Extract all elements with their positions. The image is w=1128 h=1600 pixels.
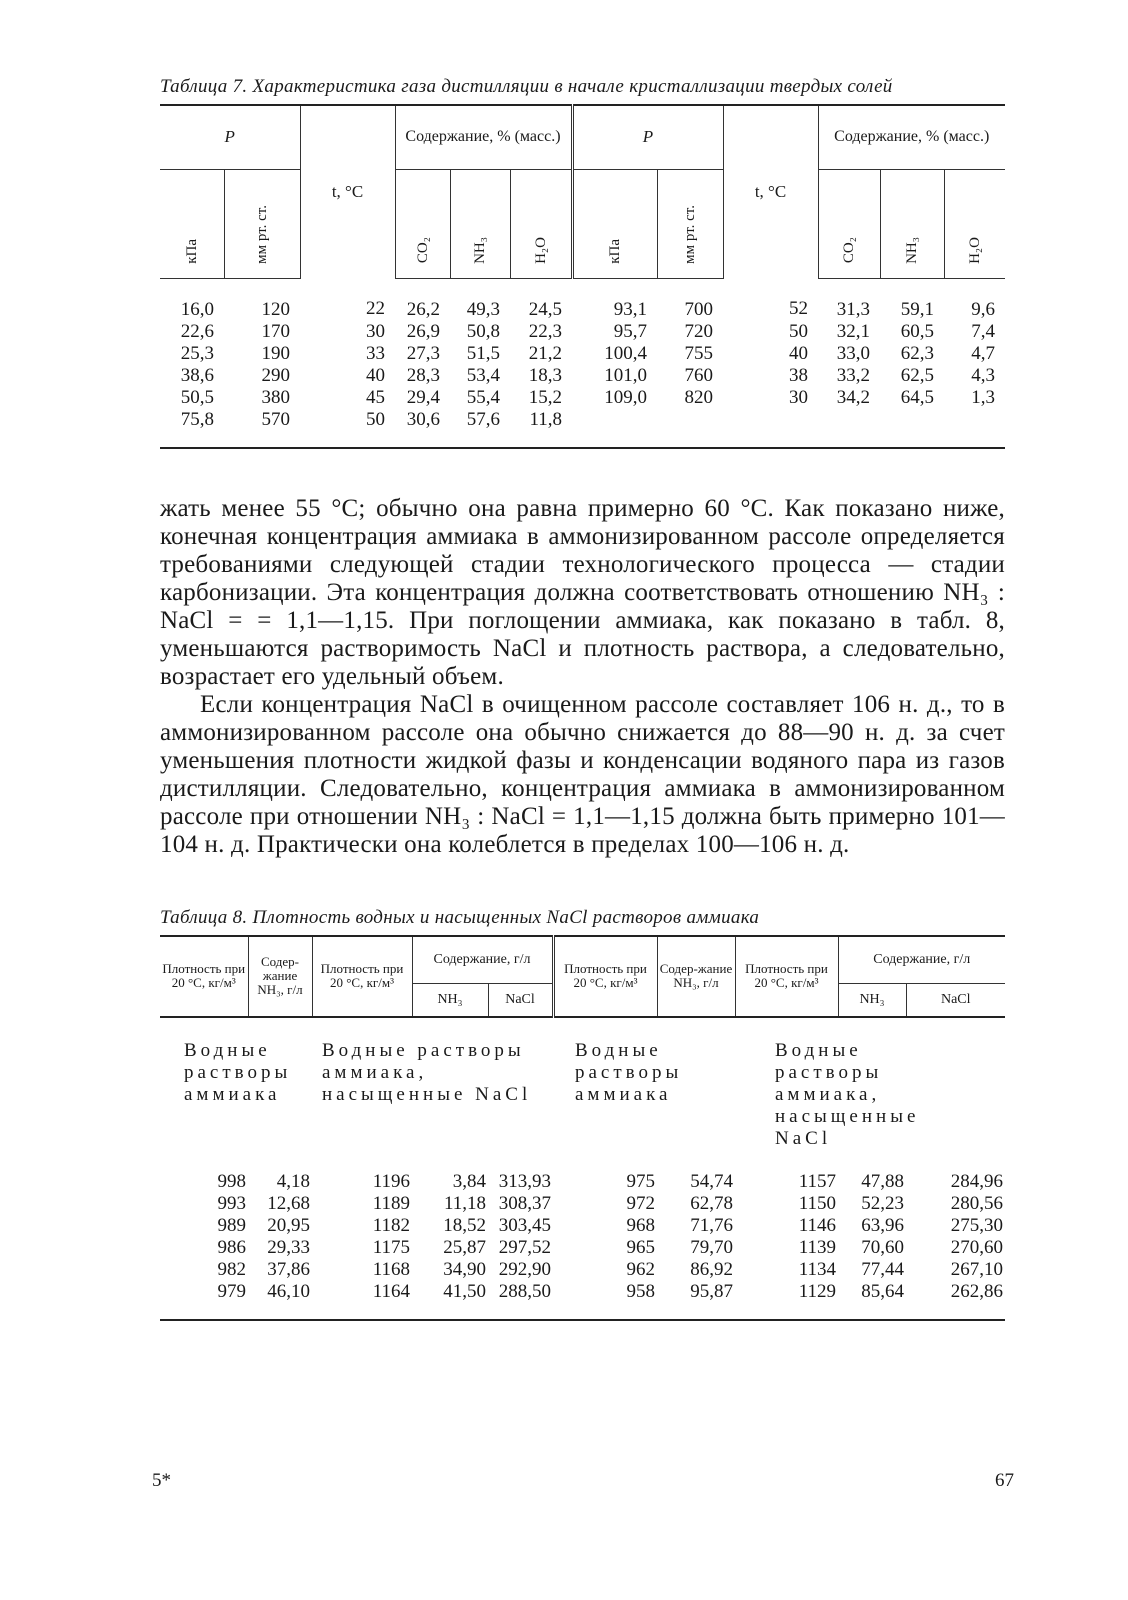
t8-cell: 288,50 <box>488 1281 553 1320</box>
t8-section-row <box>160 1017 1005 1151</box>
t8-cell: 62,78 <box>690 1192 733 1214</box>
t7-cell: 49,3 <box>466 298 500 320</box>
t8-cell: 975 <box>626 1170 655 1192</box>
t8-cell: 313,93 <box>498 1170 551 1192</box>
t7-cell: 50 <box>789 320 808 342</box>
t7-header-kpa-right: кПа <box>572 169 657 278</box>
t8-header-nh3-content-1: Содер-жание NH₃, г/л <box>248 936 312 1017</box>
t7-cell: 29,4 <box>406 386 440 408</box>
t7-cell: 62,5 <box>900 364 934 386</box>
t7-cell: 700 <box>684 298 713 320</box>
t7-cell: 30 <box>789 386 808 408</box>
t8-cell: 71,76 <box>690 1214 733 1236</box>
t8-cell: 979 <box>160 1281 248 1320</box>
t7-cell: 33,0 <box>836 342 870 364</box>
t8-cell: 12,68 <box>267 1192 310 1214</box>
t8-header-nacl-left: NaCl <box>488 983 553 1017</box>
t8-cell: 1196 <box>372 1170 410 1192</box>
table8-caption: Таблица 8. Плотность водных и насыщенных NaCl растворов аммиака <box>160 906 760 928</box>
t7-cell: 50 <box>300 409 395 448</box>
t7-cell: 190 <box>261 342 290 364</box>
table7 <box>160 104 1005 449</box>
t8-cell: 292,90 <box>498 1258 551 1280</box>
t8-section-label-4: Водные растворы аммиака, насыщенные NaCl <box>775 1039 920 1149</box>
t8-cell: 52,23 <box>861 1192 904 1214</box>
t7-header-co2-left: CO₂ <box>395 169 450 278</box>
t7-cell: 290 <box>261 364 290 386</box>
t8-cell: 1189 <box>372 1192 410 1214</box>
t7-cell: 55,4 <box>466 386 500 408</box>
t7-cell <box>880 409 944 448</box>
t8-cell: 275,30 <box>950 1214 1003 1236</box>
paragraph-2: Если концентрация NaCl в очищенном рассоле составляет 106 н. д., то в аммонизированном рассоле она обычно снижается до 88—90 н. д. за счет уменьшения плотности жидкой фазы и конденсации водяного пара из газов дистилляции. Следовательно, концентрация аммиака в аммонизированном рассоле при отношении NH₃ : NaCl = 1,1—1,15 должна быть примерно 101—104 н. д. Практически она колеблется в пределах 100—106 н. д. <box>160 690 1005 858</box>
t7-cell: 50,8 <box>466 320 500 342</box>
t7-row <box>160 387 1005 409</box>
t8-cell: 270,60 <box>950 1236 1003 1258</box>
t7-cell: 51,5 <box>466 342 500 364</box>
t7-cell: 120 <box>261 298 290 320</box>
t8-cell: 41,50 <box>412 1281 488 1320</box>
t8-row <box>160 1281 1005 1320</box>
t8-cell: 262,86 <box>906 1281 1005 1320</box>
t8-header-density-4: Плотность при 20 °С, кг/м³ <box>735 936 838 1017</box>
t8-header-nh3-right: NH₃ <box>838 983 906 1017</box>
t7-cell: 40 <box>789 342 808 364</box>
t7-row <box>160 321 1005 343</box>
table8-body <box>160 1151 1005 1320</box>
t7-cell: 93,1 <box>613 298 647 320</box>
t7-cell: 25,3 <box>180 342 214 364</box>
t7-cell: 9,6 <box>971 298 995 320</box>
t8-section-label-1: Водные растворы аммиака <box>184 1039 292 1105</box>
t7-header-co2-right: CO₂ <box>818 169 880 278</box>
t7-cell: 24,5 <box>528 298 562 320</box>
t8-section-label-3: Водные растворы аммиака <box>575 1039 683 1105</box>
t7-cell: 95,7 <box>613 320 647 342</box>
t7-cell: 16,0 <box>180 298 214 320</box>
t7-cell: 720 <box>684 320 713 342</box>
t7-row <box>160 343 1005 365</box>
t8-cell: 998 <box>217 1170 246 1192</box>
t8-cell: 1150 <box>798 1192 836 1214</box>
t8-cell: 63,96 <box>861 1214 904 1236</box>
t7-cell: 820 <box>684 386 713 408</box>
t7-cell: 60,5 <box>900 320 934 342</box>
t8-cell: 3,84 <box>452 1170 486 1192</box>
t7-cell: 22,3 <box>528 320 562 342</box>
t7-cell: 27,3 <box>406 342 440 364</box>
t7-header-content-right: Содержание, % (масс.) <box>818 105 1005 169</box>
t8-section-label-2: Водные растворы аммиака, насыщенные NaCl <box>322 1039 532 1105</box>
t8-cell: 284,96 <box>950 1170 1003 1192</box>
t7-cell: 21,2 <box>528 342 562 364</box>
t7-cell: 4,7 <box>971 342 995 364</box>
page-number: 67 <box>995 1470 1014 1491</box>
t8-cell: 993 <box>217 1192 246 1214</box>
table7-body <box>160 278 1005 448</box>
t8-header-density-3: Плотность при 20 °С, кг/м³ <box>553 936 657 1017</box>
t7-header-content-left: Содержание, % (масс.) <box>395 105 572 169</box>
t7-cell: 62,3 <box>900 342 934 364</box>
table8 <box>160 935 1005 1321</box>
t7-header-mmhg-left: мм рт. ст. <box>224 169 300 278</box>
t7-cell: 760 <box>684 364 713 386</box>
page-body <box>160 76 1005 1321</box>
t8-cell: 25,87 <box>443 1236 486 1258</box>
t7-cell: 30 <box>366 320 385 342</box>
t8-header-content-right: Содержание, г/л <box>838 936 1005 984</box>
t8-cell: 297,52 <box>498 1236 551 1258</box>
t8-cell: 54,74 <box>690 1170 733 1192</box>
t7-cell: 32,1 <box>836 320 870 342</box>
t8-cell: 47,88 <box>861 1170 904 1192</box>
t8-cell: 70,60 <box>861 1236 904 1258</box>
t8-row <box>160 1215 1005 1237</box>
t7-cell: 22 <box>366 298 385 320</box>
t7-cell <box>818 409 880 448</box>
t8-cell: 77,44 <box>861 1258 904 1280</box>
t8-cell: 95,87 <box>657 1281 735 1320</box>
t8-cell: 79,70 <box>690 1236 733 1258</box>
t7-header-kpa-left: кПа <box>160 169 224 278</box>
t7-row <box>160 365 1005 387</box>
t8-cell: 29,33 <box>267 1236 310 1258</box>
t7-cell: 64,5 <box>900 386 934 408</box>
table7-caption: Таблица 7. Характеристика газа дистилляции в начале кристаллизации твердых солей <box>160 76 893 97</box>
t8-cell: 965 <box>626 1236 655 1258</box>
t7-header-h2o-right: H₂O <box>944 169 1005 278</box>
t8-cell: 972 <box>626 1192 655 1214</box>
t8-cell: 986 <box>217 1236 246 1258</box>
t7-cell: 11,8 <box>510 409 572 448</box>
t8-cell: 280,56 <box>950 1192 1003 1214</box>
t7-header-mmhg-right: мм рт. ст. <box>657 169 723 278</box>
t8-cell: 34,90 <box>443 1258 486 1280</box>
t7-row <box>160 278 1005 321</box>
t7-cell <box>572 409 657 448</box>
t7-cell: 38 <box>789 364 808 386</box>
t7-cell: 26,9 <box>406 320 440 342</box>
t7-cell: 59,1 <box>900 298 934 320</box>
t8-row <box>160 1237 1005 1259</box>
t8-cell: 962 <box>626 1258 655 1280</box>
t8-cell: 37,86 <box>267 1258 310 1280</box>
t8-cell: 308,37 <box>498 1192 551 1214</box>
t8-cell: 1146 <box>798 1214 836 1236</box>
t7-cell <box>723 409 818 448</box>
t7-cell: 101,0 <box>604 364 647 386</box>
t8-cell: 1175 <box>372 1236 410 1258</box>
t8-header-density-1: Плотность при 20 °С, кг/м³ <box>160 936 248 1017</box>
t8-cell: 303,45 <box>498 1214 551 1236</box>
t7-header-nh3-right: NH₃ <box>880 169 944 278</box>
t8-cell: 20,95 <box>267 1214 310 1236</box>
t8-header-content-left: Содержание, г/л <box>412 936 553 984</box>
t8-header-nacl-right: NaCl <box>906 983 1005 1017</box>
t7-cell: 45 <box>366 386 385 408</box>
t7-cell: 52 <box>789 298 808 320</box>
t8-cell: 1139 <box>798 1236 836 1258</box>
t7-cell: 28,3 <box>406 364 440 386</box>
t7-cell: 34,2 <box>836 386 870 408</box>
t7-cell: 100,4 <box>604 342 647 364</box>
t7-cell: 109,0 <box>604 386 647 408</box>
t8-cell: 989 <box>217 1214 246 1236</box>
t7-cell: 50,5 <box>180 386 214 408</box>
t8-row <box>160 1193 1005 1215</box>
t7-cell: 18,3 <box>528 364 562 386</box>
t7-header-t-left: t, °C <box>300 105 395 278</box>
t8-cell: 18,52 <box>443 1214 486 1236</box>
t7-cell: 4,3 <box>971 364 995 386</box>
t7-cell: 31,3 <box>836 298 870 320</box>
t8-cell: 267,10 <box>950 1258 1003 1280</box>
signature-mark: 5* <box>152 1470 171 1491</box>
t8-cell: 968 <box>626 1214 655 1236</box>
t7-header-h2o-left: H₂O <box>510 169 572 278</box>
t8-cell: 982 <box>217 1258 246 1280</box>
t7-cell: 380 <box>261 386 290 408</box>
t7-cell: 57,6 <box>450 409 510 448</box>
t7-cell: 30,6 <box>395 409 450 448</box>
t7-cell: 75,8 <box>160 409 224 448</box>
t7-cell: 15,2 <box>528 386 562 408</box>
t8-row <box>160 1151 1005 1193</box>
t7-cell: 40 <box>366 364 385 386</box>
t7-cell: 755 <box>684 342 713 364</box>
t7-cell: 7,4 <box>971 320 995 342</box>
t7-cell: 33,2 <box>836 364 870 386</box>
t7-cell: 570 <box>224 409 300 448</box>
t8-cell: 4,18 <box>276 1170 310 1192</box>
t7-cell: 38,6 <box>180 364 214 386</box>
paragraph-1: жать менее 55 °C; обычно она равна примерно 60 °C. Как показано ниже, конечная концентрация аммиака в аммонизированном рассоле определяется требованиями следующей стадии технологического процесса — стадии карбонизации. Эта концентрация должна соответствовать отношению NH₃ : NaCl = = 1,1—1,15. При поглощении аммиака, как показано в табл. 8, уменьшаются растворимость NaCl и плотность раствора, а следовательно, возрастает его удельный объем. <box>160 494 1005 690</box>
t8-cell: 958 <box>553 1281 657 1320</box>
t7-row <box>160 409 1005 448</box>
t8-header-nh3-left: NH₃ <box>412 983 488 1017</box>
t7-cell <box>657 409 723 448</box>
t8-cell: 85,64 <box>838 1281 906 1320</box>
t7-cell: 33 <box>366 342 385 364</box>
t8-cell: 46,10 <box>248 1281 312 1320</box>
t8-cell: 11,18 <box>443 1192 486 1214</box>
t8-row <box>160 1259 1005 1281</box>
t8-cell: 1129 <box>735 1281 838 1320</box>
t8-cell: 1157 <box>798 1170 836 1192</box>
t8-header-density-2: Плотность при 20 °С, кг/м³ <box>312 936 412 1017</box>
t7-header-nh3-left: NH₃ <box>450 169 510 278</box>
t8-header-nh3-content-2: Содер-жание NH₃, г/л <box>657 936 735 1017</box>
t7-header-p-right: P <box>572 105 723 169</box>
t7-cell: 53,4 <box>466 364 500 386</box>
t8-cell: 1168 <box>372 1258 410 1280</box>
t8-cell: 1182 <box>372 1214 410 1236</box>
t7-cell <box>944 409 1005 448</box>
t7-cell: 22,6 <box>180 320 214 342</box>
t7-cell: 26,2 <box>406 298 440 320</box>
t7-cell: 1,3 <box>971 386 995 408</box>
t7-cell: 170 <box>261 320 290 342</box>
t8-cell: 1164 <box>312 1281 412 1320</box>
t7-header-p-left: P <box>160 105 300 169</box>
t7-header-t-right: t, °C <box>723 105 818 278</box>
t8-cell: 86,92 <box>690 1258 733 1280</box>
t8-cell: 1134 <box>798 1258 836 1280</box>
